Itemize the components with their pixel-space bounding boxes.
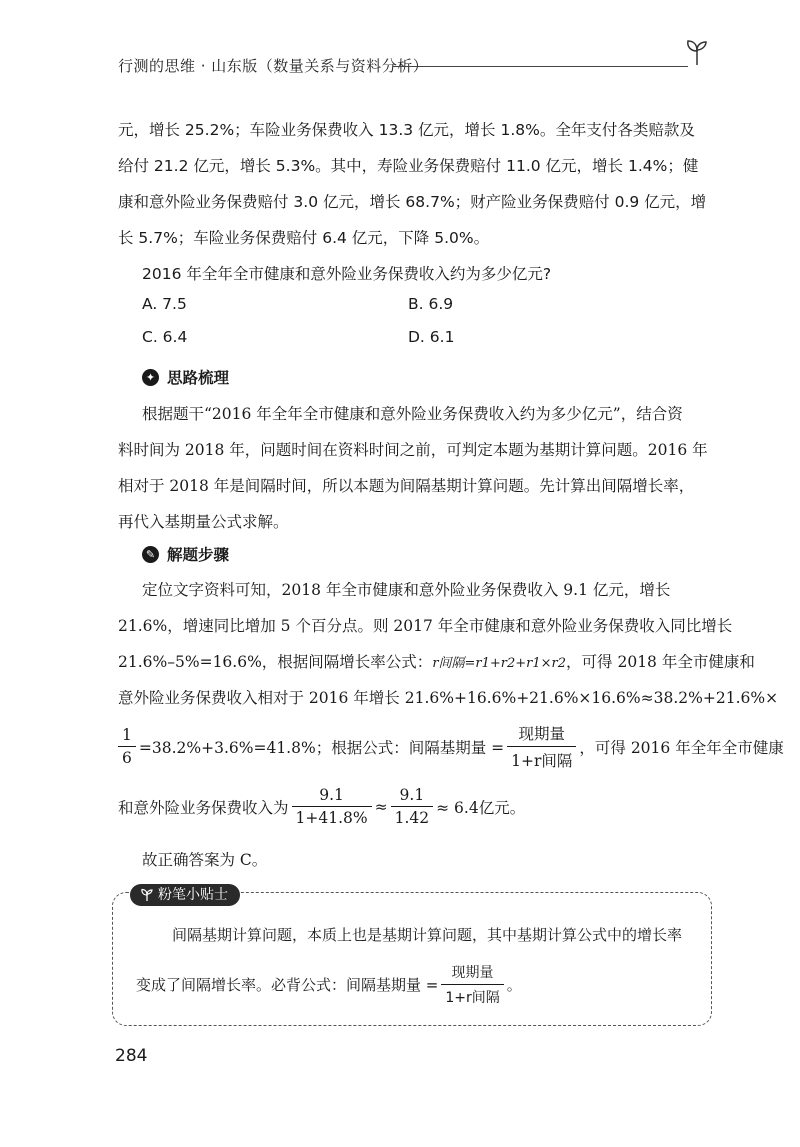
fraction-9-1-over-1-418: $\frac{9.1}{1+41.8\%}$ xyxy=(292,786,372,827)
solution-heading-label: 解题步骤 xyxy=(167,546,230,564)
tip-line-1: 间隔基期计算问题，本质上也是基期计算问题，其中基期计算公式中的增长率 xyxy=(172,926,683,944)
material-line-3: 康和意外险业务保费赔付 3.0 亿元，增长 68.7%；财产险业务保费赔付 0.9 亿元，增 xyxy=(118,193,707,211)
material-line-1: 元，增长 25.2%；车险业务保费收入 13.3 亿元，增长 1.8%。全年支付各类赔款及 xyxy=(118,121,695,139)
material-line-4: 长 5.7%；车险业务保费赔付 6.4 亿元，下降 5.0%。 xyxy=(118,229,490,247)
option-c: C. 6.4 xyxy=(142,328,188,346)
header-divider xyxy=(393,66,688,67)
solution-line-6: 和意外险业务保费收入为 $\frac{9.1}{1+41.8\%}$ ≈ $\frac{9.1}{1.42}$ ≈ 6.4亿元。 xyxy=(118,786,526,827)
analysis-heading xyxy=(142,366,229,388)
solution-line-5: $\frac{1}{6}$ =38.2%+3.6%=41.8%；根据公式：间隔基期量 = $\frac{\text{现期量}}{\text{1+r间隔}}$ ，可得 2016 年全年全市健康 xyxy=(118,722,784,771)
sprout-icon xyxy=(684,38,710,66)
sprout-icon xyxy=(140,888,154,902)
fraction-tip-formula: $\frac{\text{现期量}}{\text{1+r间隔}}$ xyxy=(441,962,503,1007)
material-line-2: 给付 21.2 亿元，增长 5.3%。其中，寿险业务保费赔付 11.0 亿元，增长 1.4%；健 xyxy=(118,157,699,175)
analysis-line-4: 再代入基期量公式求解。 xyxy=(118,513,289,531)
fraction-one-sixth: $\frac{1}{6}$ xyxy=(118,726,136,767)
fraction-base-period-formula: $\frac{\text{现期量}}{\text{1+r间隔}}$ xyxy=(507,722,576,771)
answer-line: 故正确答案为 C。 xyxy=(142,851,268,869)
question-text: 2016 年全年全市健康和意外险业务保费收入约为多少亿元? xyxy=(142,265,552,283)
analysis-line-1: 根据题干“2016 年全年全市健康和意外险业务保费收入约为多少亿元”，结合资 xyxy=(142,405,683,423)
interval-growth-formula: r间隔=r1+r2+r1×r2 xyxy=(432,656,567,671)
running-header: 行测的思维 · 山东版（数量关系与资料分析） xyxy=(118,57,429,75)
tip-label: 粉笔小贴士 xyxy=(130,884,240,906)
pencil-icon: ✎ xyxy=(142,546,159,563)
analysis-line-3: 相对于 2018 年是间隔时间，所以本题为间隔基期计算问题。先计算出间隔增长率， xyxy=(118,477,695,495)
fraction-9-1-over-1-42: $\frac{9.1}{1.42}$ xyxy=(391,786,434,827)
analysis-line-2: 料时间为 2018 年，问题时间在资料时间之前，可判定本题为基期计算问题。2016 年 xyxy=(118,441,708,459)
page-number: 284 xyxy=(115,1046,148,1066)
solution-line-2: 21.6%，增速同比增加 5 个百分点。则 2017 年全市健康和意外险业务保费收入同比增长 xyxy=(118,617,733,635)
analysis-heading-label: 思路梳理 xyxy=(167,369,230,387)
solution-heading xyxy=(142,543,229,565)
solution-line-4: 意外险业务保费收入相对于 2016 年增长 21.6%+16.6%+21.6%×16.6%≈38.2%+21.6%× xyxy=(118,689,779,707)
tip-line-2: 变成了间隔增长率。必背公式：间隔基期量 = $\frac{\text{现期量}}{\text{1+r间隔}}$ 。 xyxy=(136,962,522,1007)
option-b: B. 6.9 xyxy=(408,295,454,313)
option-a: A. 7.5 xyxy=(142,295,187,313)
option-d: D. 6.1 xyxy=(408,328,455,346)
lightbulb-icon: ✦ xyxy=(142,369,159,386)
solution-line-3: 21.6%–5%=16.6%，根据间隔增长率公式：r间隔=r1+r2+r1×r2，可得 2018 年全市健康和 xyxy=(118,653,755,671)
solution-line-1: 定位文字资料可知，2018 年全市健康和意外险业务保费收入 9.1 亿元，增长 xyxy=(142,581,671,599)
